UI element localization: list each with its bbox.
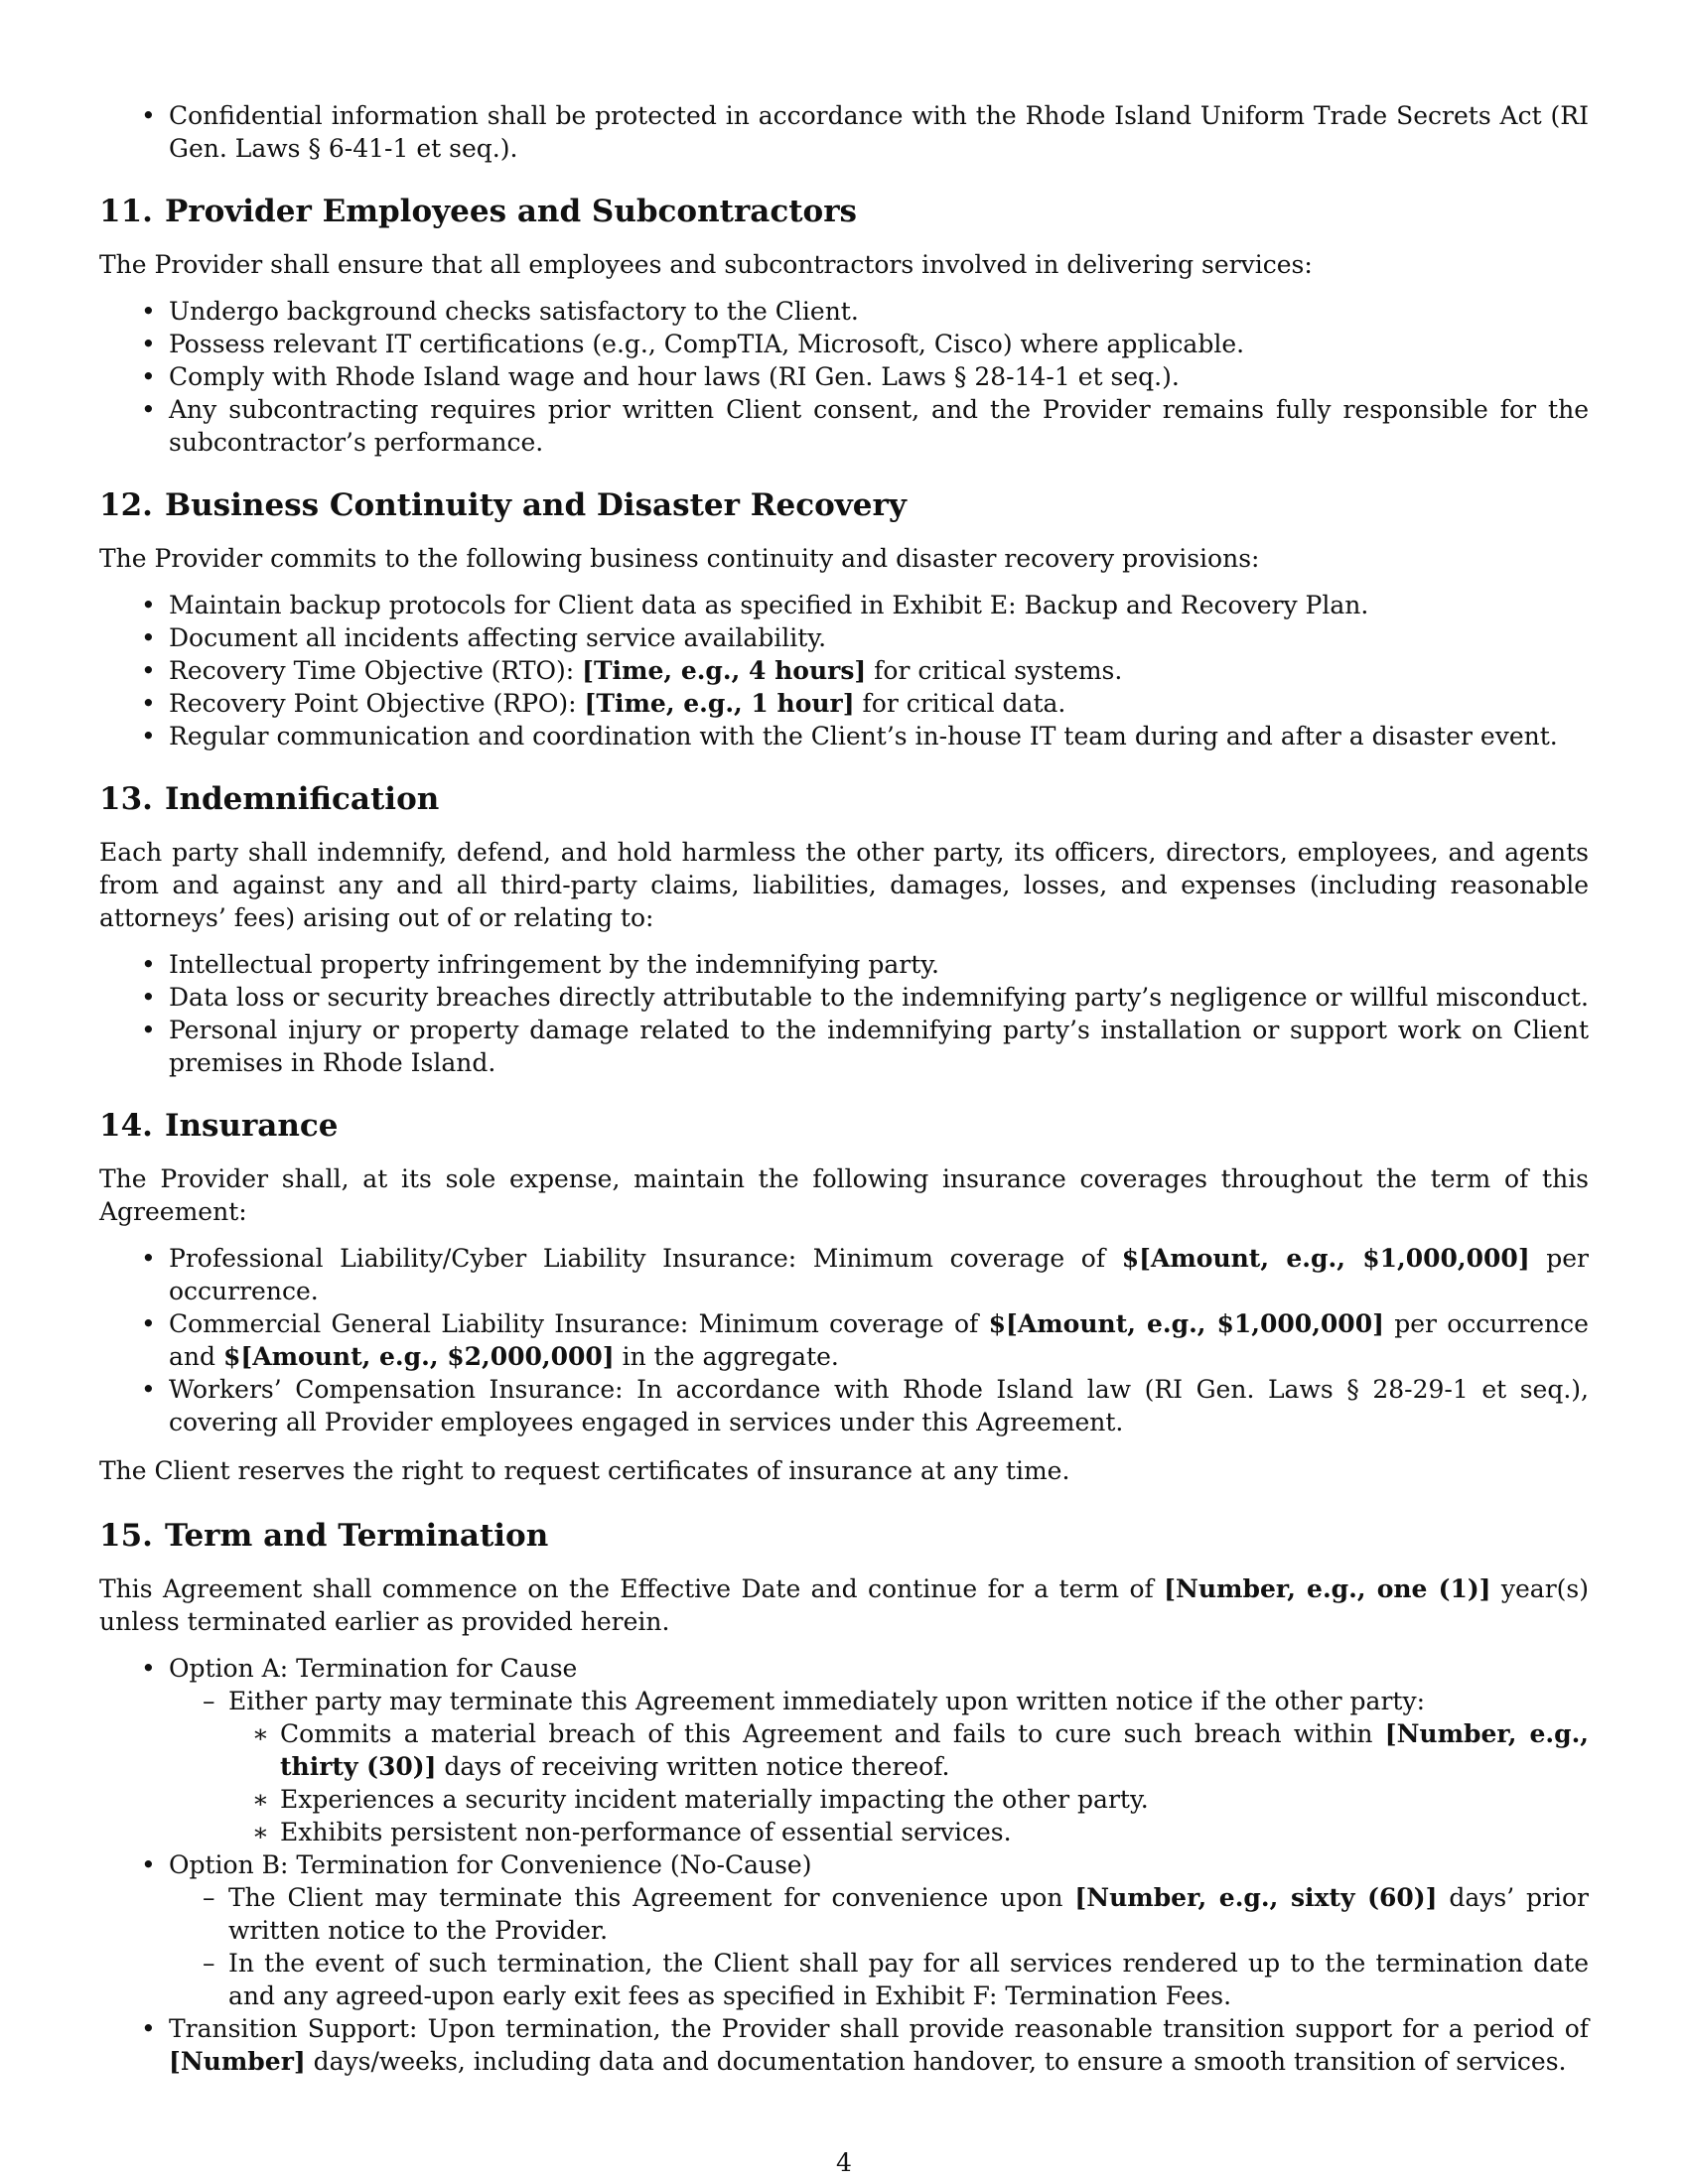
section-number: 11. [99,194,153,229]
list-item: • Comply with Rhode Island wage and hour laws (RI Gen. Laws § 28-14-1 et seq.). [169,360,1589,393]
section-intro: This Agreement shall commence on the Effective Date and continue for a term of [Number, e.g., one (1)] year(s) unless terminated earlier as provided herein. [99,1574,1590,1636]
section-number: 14. [99,1108,153,1144]
section-heading [99,486,1589,524]
sub-sub-list [228,1717,1589,1848]
sub-sub-list-item: ∗ Experiences a security incident materially impacting the other party. [280,1783,1589,1816]
placeholder-text: [Time, e.g., 1 hour] [584,689,855,718]
section-intro: Each party shall indemnify, defend, and hold harmless the other party, its officers, directors, employees, and agents from and against any and all third-party claims, liabilities, damages, losses, and expenses (including reasonable attorneys’ fees) arising out of or relating to: [99,838,1589,932]
page-content [99,99,1589,2106]
confidentiality-list [99,99,1589,165]
list-item: • Intellectual property infringement by the indemnifying party. [169,948,1589,981]
placeholder-text: [Number] [169,2047,306,2076]
sub-list-item: – Either party may terminate this Agreement immediately upon written notice if the other party: ∗ Commits a material breach of this Agreement and fails to cure such breach within [Number, e.g., thirty (30)] days of receiving written notice thereof. ∗ Experiences a security incident materially impacting the other party. ∗ Exhibits persistent non-performance of essential services. [228,1685,1589,1848]
list-item: • Data loss or security breaches directly attributable to the indemnifying party’s negligence or willful misconduct. [169,981,1589,1014]
placeholder-text: [Time, e.g., 4 hours] [582,656,867,685]
section-number: 12. [99,487,153,523]
list-item-rto: • Recovery Time Objective (RTO): [Time, e.g., 4 hours] for critical systems. [169,654,1589,687]
section-title: Indemnification [164,781,440,817]
section-title: Business Continuity and Disaster Recovery [164,487,907,523]
bullet-list [99,1652,1589,2078]
section-title: Term and Termination [164,1518,549,1554]
section-heading [99,1517,1589,1555]
placeholder-text: [Number, e.g., one (1)] [1164,1574,1491,1603]
placeholder-text: [Number, e.g., thirty (30)] [280,1719,1589,1781]
sub-list [169,1685,1589,1848]
bullet-list [99,948,1589,1079]
section-title: Provider Employees and Subcontractors [164,194,858,229]
section-12 [99,486,1589,752]
bullet-list [99,1242,1589,1438]
section-intro: The Provider shall ensure that all employees and subcontractors involved in delivering services: [99,250,1313,279]
placeholder-text: $[Amount, e.g., $1,000,000] [988,1309,1384,1338]
list-item-option-a [169,1652,1589,1848]
list-item: • Maintain backup protocols for Client data as specified in Exhibit E: Backup and Recovery Plan. [169,589,1589,621]
sub-sub-list-item: ∗ Commits a material breach of this Agreement and fails to cure such breach within [Number, e.g., thirty (30)] days of receiving written notice thereof. [280,1717,1589,1783]
section-heading [99,780,1589,818]
list-item: • Regular communication and coordination with the Client’s in-house IT team during and after a disaster event. [169,720,1589,752]
bullet-list [99,589,1589,752]
list-item-rpo: • Recovery Point Objective (RPO): [Time, e.g., 1 hour] for critical data. [169,687,1589,720]
section-intro: The Provider shall, at its sole expense, maintain the following insurance coverages throughout the term of this Agreement: [99,1164,1589,1226]
sub-list-item: – The Client may terminate this Agreement for convenience upon [Number, e.g., sixty (60)] days’ prior written notice to the Provider. [228,1881,1589,1947]
list-item: • Personal injury or property damage related to the indemnifying party’s installation or support work on Client premises in Rhode Island. [169,1014,1589,1079]
section-number: 13. [99,781,153,817]
list-item: • Undergo background checks satisfactory to the Client. [169,295,1589,328]
option-label: Option B: Termination for Convenience (No-Cause) [169,1850,812,1879]
list-item: • Possess relevant IT certifications (e.g., CompTIA, Microsoft, Cisco) where applicable. [169,328,1589,360]
section-title: Insurance [164,1108,339,1144]
list-item-general-liability: • Commercial General Liability Insurance: Minimum coverage of $[Amount, e.g., $1,000,000] per occurrence and $[Amount, e.g., $2,000,000] in the aggregate. [169,1307,1589,1373]
section-number: 15. [99,1518,153,1554]
list-item: • Confidential information shall be protected in accordance with the Rhode Island Uniform Trade Secrets Act (RI Gen. Laws § 6-41-1 et seq.). [169,99,1589,165]
section-heading [99,1107,1589,1145]
sub-list [169,1881,1589,2012]
list-item: • Any subcontracting requires prior written Client consent, and the Provider remains fully responsible for the subcontractor’s performance. [169,393,1589,459]
section-14 [99,1107,1589,1487]
section-11 [99,193,1589,459]
page-number: 4 [836,2148,852,2177]
option-label: Option A: Termination for Cause [169,1654,578,1683]
list-item: • Workers’ Compensation Insurance: In accordance with Rhode Island law (RI Gen. Laws § 28-29-1 et seq.), covering all Provider employees engaged in services under this Agreement. [169,1373,1589,1438]
section-intro: The Provider commits to the following business continuity and disaster recovery provisions: [99,544,1260,573]
section-heading [99,193,1589,230]
bullet-list [99,295,1589,459]
list-item-transition-support: • Transition Support: Upon termination, the Provider shall provide reasonable transition support for a period of [Number] days/weeks, including data and documentation handover, to ensure a smooth transition of services. [169,2012,1589,2078]
sub-sub-list-item: ∗ Exhibits persistent non-performance of essential services. [280,1816,1589,1848]
section-15 [99,1517,1589,2078]
section-13 [99,780,1589,1079]
placeholder-text: [Number, e.g., sixty (60)] [1074,1883,1438,1912]
list-item: • Document all incidents affecting service availability. [169,621,1589,654]
section-note: The Client reserves the right to request certificates of insurance at any time. [99,1456,1070,1485]
sub-list-item: – In the event of such termination, the Client shall pay for all services rendered up to the termination date and any agreed-upon early exit fees as specified in Exhibit F: Termination Fees. [228,1947,1589,2012]
placeholder-text: $[Amount, e.g., $1,000,000] [1121,1244,1530,1273]
placeholder-text: $[Amount, e.g., $2,000,000] [222,1342,615,1371]
list-item-option-b [169,1848,1589,2012]
list-item-professional-liability: • Professional Liability/Cyber Liability Insurance: Minimum coverage of $[Amount, e.g., $1,000,000] per occurrence. [169,1242,1589,1307]
